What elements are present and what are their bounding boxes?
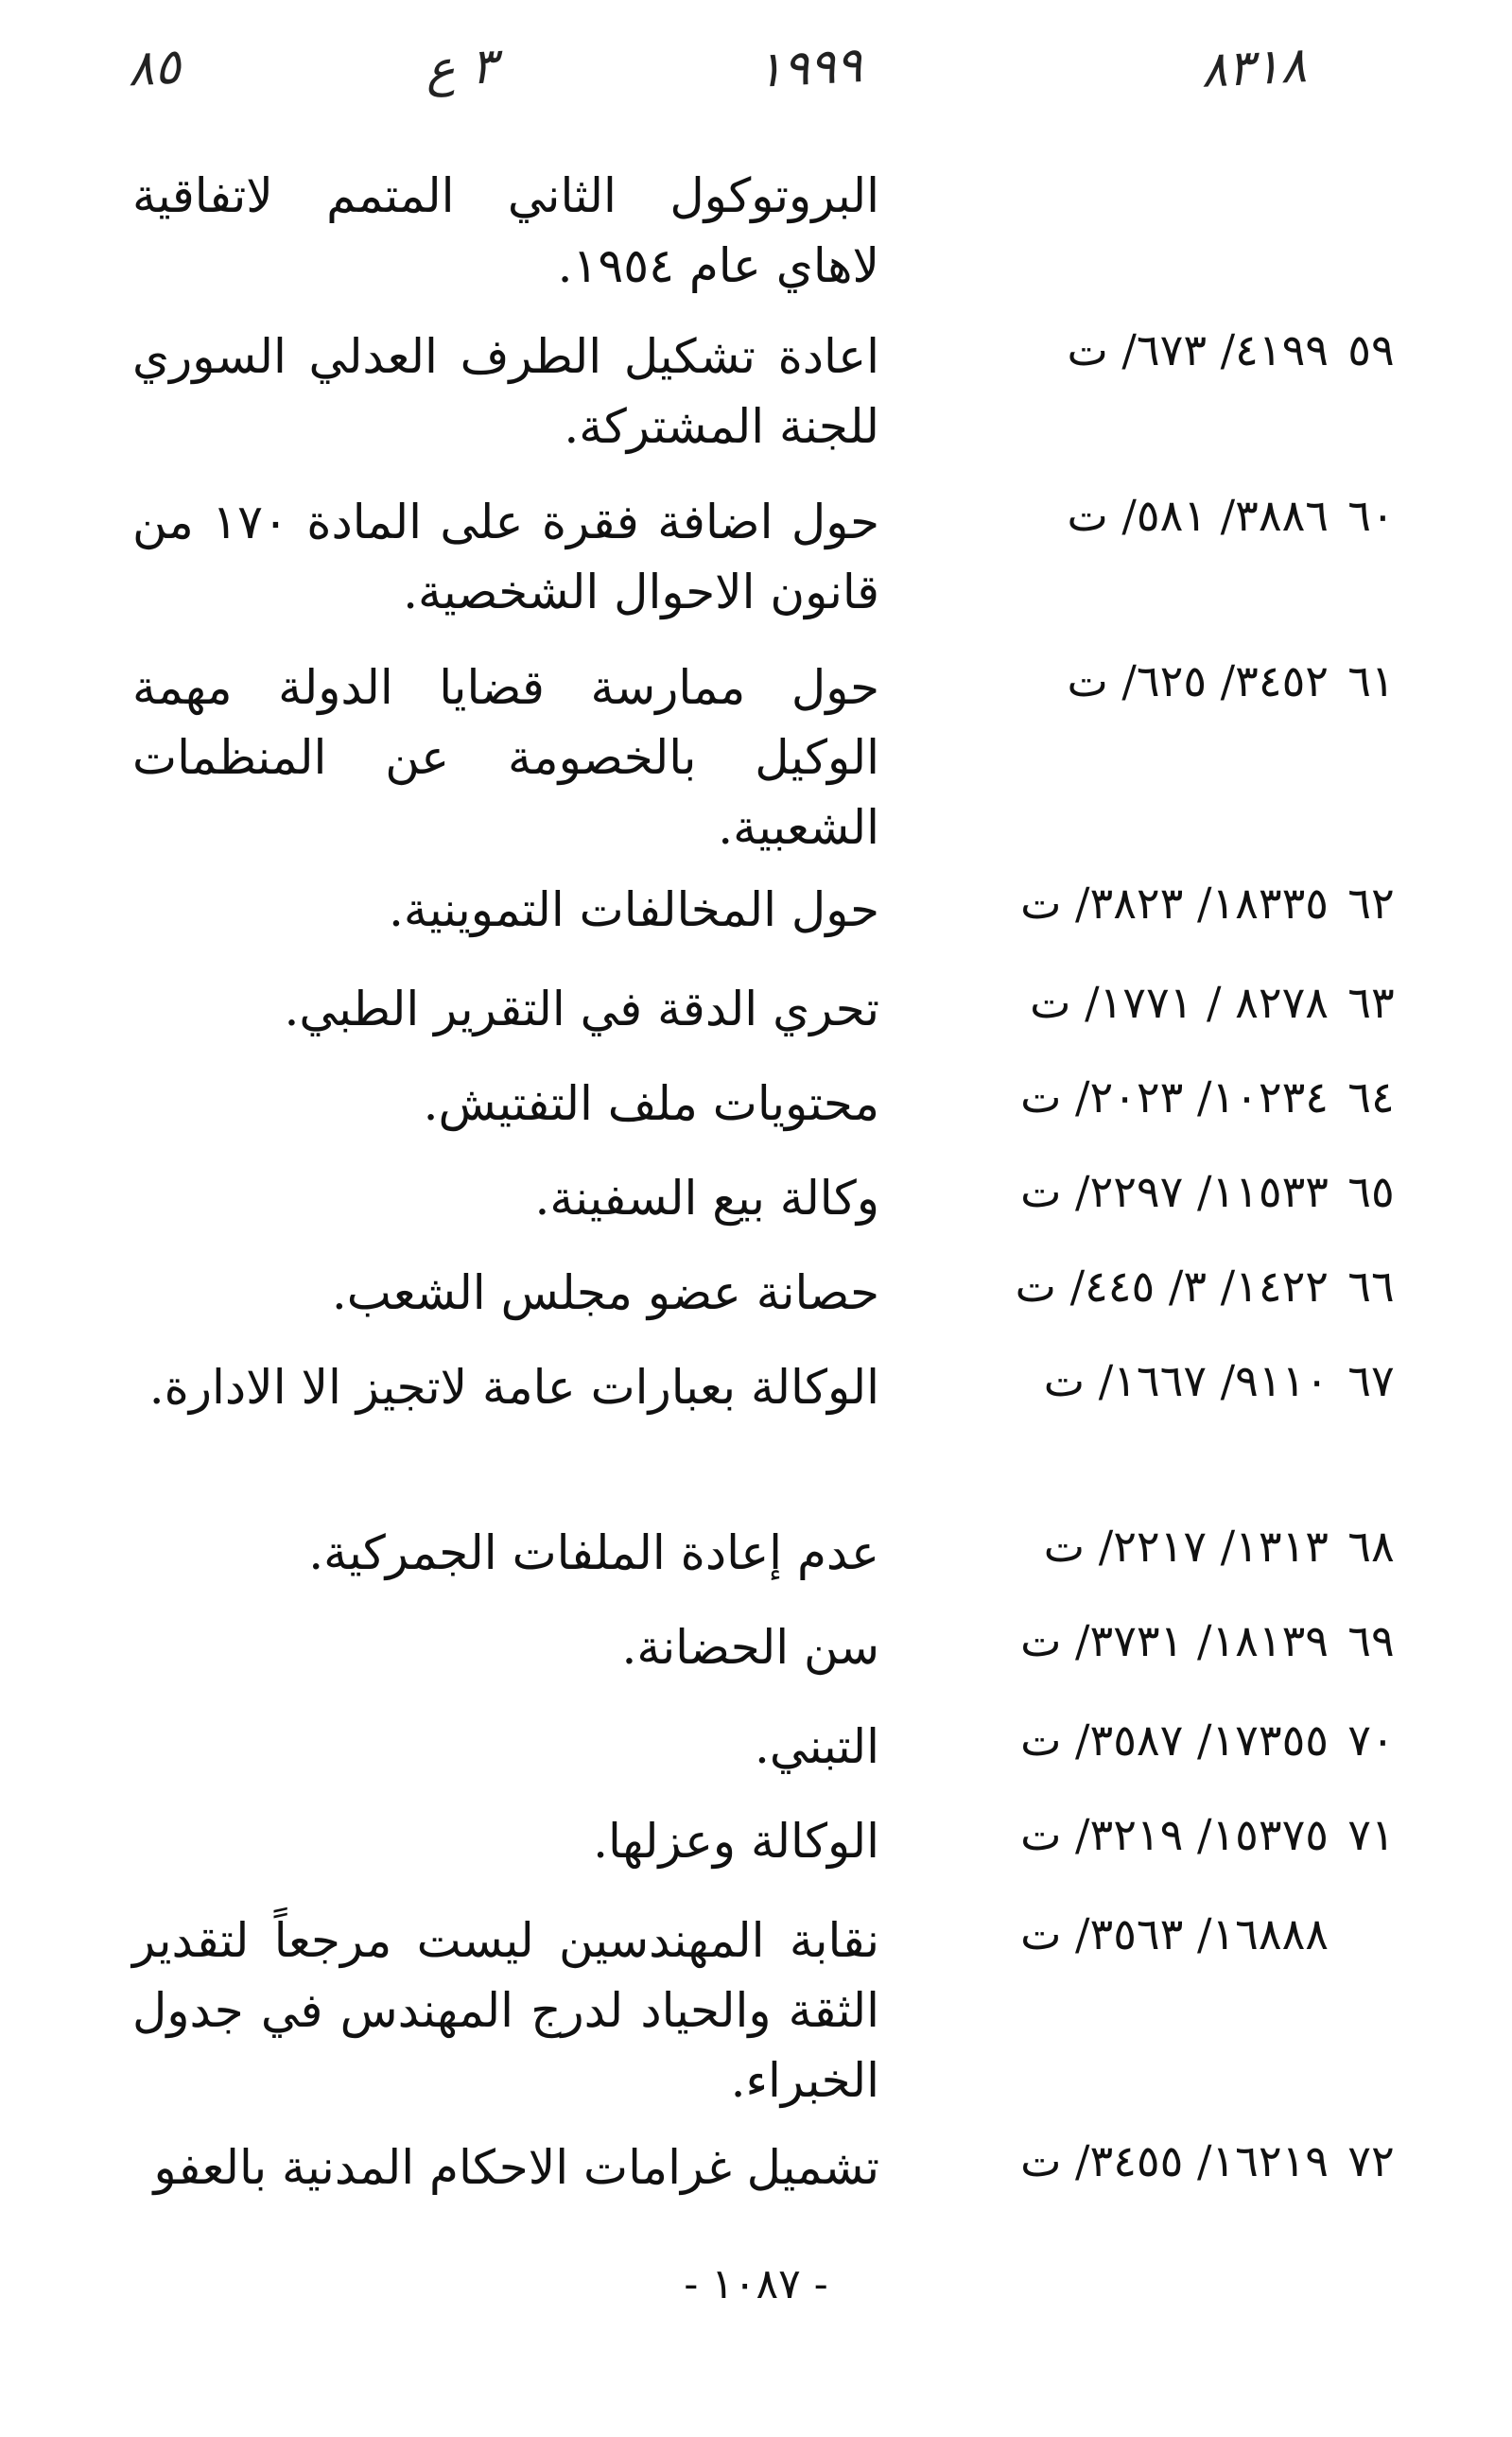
- entry-description: حول ممارسة قضايا الدولة مهمة الوكيل بالخصومة عن المنظمات الشعبية.: [132, 660, 879, 855]
- entry-description: حول اضافة فقرة على المادة ١٧٠ من قانون الاحوال الشخصية.: [132, 495, 880, 619]
- entry-description: حول المخالفات التموينية.: [389, 882, 879, 937]
- entry-description: عدم إعادة الملفات الجمركية.: [308, 1525, 879, 1580]
- entry-description: الوكالة وعزلها.: [593, 1814, 879, 1869]
- entry-number: ٦٧: [1347, 1355, 1395, 1406]
- entry-number: ٦٢: [1347, 878, 1395, 929]
- entry-description: التبني.: [755, 1719, 879, 1774]
- entry-description: وكالة بيع السفينة.: [534, 1171, 879, 1226]
- entry-reference: ١٦٨٨٨/ ٣٥٦٣/ ت: [1020, 1908, 1329, 1959]
- entry-reference: ١٨٣٣٥/ ٣٨٢٣/ ت: [1020, 878, 1329, 929]
- entry-number: ٦٣: [1347, 977, 1395, 1028]
- entry-description: سن الحضانة.: [621, 1620, 879, 1675]
- entry-description: نقابة المهندسين ليست مرجعاً لتقدير الثقة والحياد لدرج المهندس في جدول الخبراء.: [132, 1913, 879, 2108]
- entry-description: اعادة تشكيل الطرف العدلي السوري للجنة المشتركة.: [132, 329, 879, 454]
- entry-reference: ١٧٣٥٥/ ٣٥٨٧/ ت: [1020, 1715, 1329, 1766]
- entry-number: ٦٥: [1347, 1166, 1395, 1217]
- page-number: - ١٠٨٧ -: [684, 2260, 828, 2308]
- entry-reference: ٩١١٠/ ١٦٦٧/ ت: [1043, 1355, 1329, 1406]
- entry-number: ٧١: [1347, 1809, 1395, 1860]
- handwritten-note-4: ٨٣١٨: [1199, 37, 1309, 99]
- entry-description: حصانة عضو مجلس الشعب.: [331, 1265, 879, 1320]
- entry-number: ٦٠: [1347, 490, 1395, 541]
- entry-description: البروتوكول الثاني المتمم لاتفاقية لاهاي عام ١٩٥٤.: [132, 168, 879, 293]
- entry-reference: ١٦٢١٩/ ٣٤٥٥/ ت: [1020, 2135, 1329, 2186]
- entry-number: ٦٤: [1347, 1071, 1395, 1123]
- entry-number: ٥٩: [1347, 324, 1395, 375]
- entry-number: ٧٢: [1347, 2135, 1395, 2186]
- entry-description: الوكالة بعبارات عامة لاتجيز الا الادارة.: [148, 1360, 879, 1415]
- entry-description: تحري الدقة في التقرير الطبي.: [284, 982, 879, 1036]
- entry-reference: ١٥٣٧٥/ ٣٢١٩/ ت: [1020, 1809, 1329, 1860]
- entry-reference: ١٤٢٢/ ٣/ ٤٤٥/ ت: [1015, 1261, 1329, 1312]
- entry-reference: ٤١٩٩/ ٦٧٣/ ت: [1067, 324, 1329, 375]
- entry-number: ٦٨: [1347, 1521, 1395, 1572]
- entry-reference: ١١٥٣٣/ ٢٢٩٧/ ت: [1020, 1166, 1329, 1217]
- entry-number: ٦٩: [1347, 1615, 1395, 1666]
- entry-reference: ١٠٢٣٤/ ٢٠٢٣/ ت: [1020, 1071, 1329, 1123]
- entry-reference: ١٨١٣٩/ ٣٧٣١/ ت: [1020, 1615, 1329, 1666]
- handwritten-note-1: ٨٥: [126, 38, 182, 98]
- entry-number: ٦٦: [1347, 1261, 1395, 1312]
- entry-reference: ٣٤٥٢/ ٦٢٥/ ت: [1067, 655, 1329, 706]
- handwritten-note-3: ١٩٩٩: [755, 37, 864, 99]
- entry-number: ٧٠: [1347, 1715, 1395, 1766]
- entry-number: ٦١: [1347, 655, 1395, 706]
- entry-reference: ٨٢٧٨ / ١٧٧١/ ت: [1030, 977, 1329, 1028]
- entry-description: محتويات ملف التفتيش.: [423, 1076, 879, 1131]
- entry-reference: ٣٨٨٦/ ٥٨١/ ت: [1067, 490, 1329, 541]
- entry-description: تشميل غرامات الاحكام المدنية بالعفو: [153, 2140, 879, 2195]
- entry-reference: ١٣١٣/ ٢٢١٧/ ت: [1043, 1521, 1329, 1572]
- handwritten-note-2: ٣ ع: [424, 38, 499, 98]
